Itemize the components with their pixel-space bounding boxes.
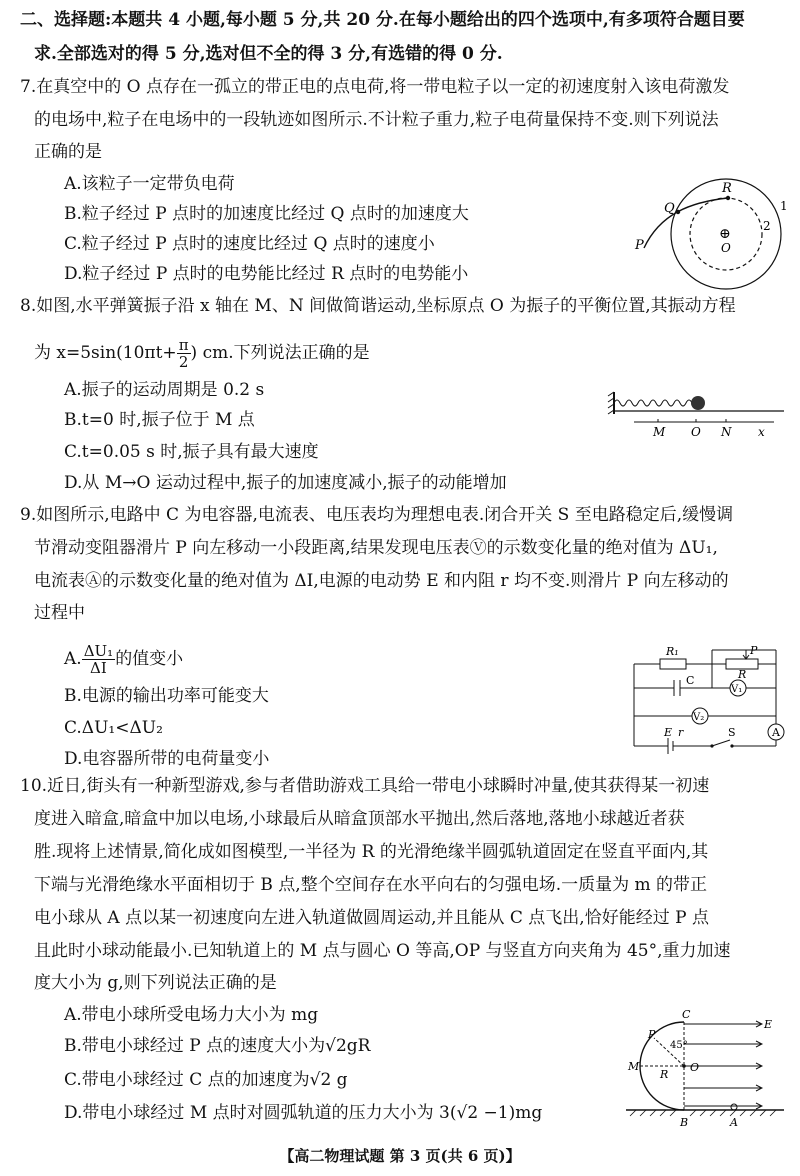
q10-line4: 下端与光滑绝缘水平面相切于 B 点,整个空间存在水平向右的匀强电场.一质量为 m 的带正	[34, 875, 708, 895]
q10-label-angle: 45°	[670, 1040, 688, 1051]
q9-ammeter-a: A	[772, 726, 780, 739]
q10-line6: 且此时小球动能最小.已知轨道上的 M 点与圆心 O 等高,OP 与竖直方向夹角为 45°,重力加速	[34, 941, 731, 961]
q10-option-a: A.带电小球所受电场力大小为 mg	[64, 1005, 319, 1025]
q9-figure-circuit	[628, 636, 790, 756]
q9-option-b: B.电源的输出功率可能变大	[64, 686, 269, 706]
q7-trajectory	[644, 198, 728, 248]
q7-charge-symbol: ⊕	[719, 226, 731, 242]
q9-option-a-suffix: 的值变小	[115, 649, 184, 669]
q8-line2	[34, 336, 370, 370]
q10-option-d: D.带电小球经过 M 点时对圆弧轨道的压力大小为 3(√2 −1)mg	[64, 1103, 543, 1123]
q8-figure-spring-oscillator	[604, 386, 790, 440]
q10-label-r: R	[660, 1068, 669, 1081]
q8-ball	[691, 396, 705, 410]
q7-figure-field-trajectory	[630, 172, 790, 294]
q8-line1: 8.如图,水平弹簧振子沿 x 轴在 M、N 间做简谐运动,坐标原点 O 为振子的平衡位置,其振动方程	[20, 296, 736, 316]
q8-fraction-den: 2	[178, 353, 189, 371]
q9-label-r: R	[738, 668, 747, 681]
q10-line7: 度大小为 g,则下列说法正确的是	[34, 973, 277, 993]
q9-label-r1: R₁	[666, 645, 679, 658]
q8-option-d: D.从 M→O 运动过程中,振子的加速度减小,振子的动能增加	[64, 473, 507, 493]
q8-option-c: C.t=0.05 s 时,振子具有最大速度	[64, 442, 319, 462]
q8-label-n: N	[721, 425, 732, 439]
q10-line2: 度进入暗盒,暗盒中加以电场,小球最后从暗盒顶部水平抛出,然后落地,落地小球越近者获	[34, 809, 685, 829]
q7-option-a: A.该粒子一定带负电荷	[64, 174, 235, 194]
q7-label-2: 2	[763, 219, 771, 233]
q10-line3: 胜.现将上述情景,简化成如图模型,一半径为 R 的光滑绝缘半圆弧轨道固定在竖直平面内,其	[34, 842, 709, 862]
q8-fraction-num: π	[178, 336, 189, 354]
q7-option-b: B.粒子经过 P 点时的加速度比经过 Q 点时的加速度大	[64, 204, 469, 224]
q8-fraction	[177, 337, 191, 370]
q8-spring	[614, 400, 698, 406]
q10-label-m: M	[628, 1060, 640, 1073]
q7-label-q: Q	[664, 201, 675, 216]
q9-label-p: P	[750, 644, 758, 657]
q9-option-a-prefix: A.	[64, 649, 82, 669]
q10-ball	[731, 1104, 737, 1110]
q10-label-p: P	[648, 1028, 656, 1041]
q7-option-d: D.粒子经过 P 点时的电势能比经过 R 点时的电势能小	[64, 264, 469, 284]
q7-line1: 7.在真空中的 O 点存在一孤立的带正电的点电荷,将一带电粒子以一定的初速度射入该电荷激发	[20, 77, 730, 97]
q9-option-a-fraction	[82, 643, 116, 676]
q7-label-r: R	[722, 181, 732, 196]
q9-voltmeter-v1: V₁	[731, 684, 743, 695]
q7-label-o: O	[721, 241, 731, 255]
q9-resistor-r1	[660, 659, 686, 669]
q7-line2: 的电场中,粒子在电场中的一段轨迹如图所示.不计粒子重力,粒子电荷量保持不变.则下列说法	[34, 110, 719, 130]
q9-option-c: C.ΔU₁<ΔU₂	[64, 718, 163, 738]
q8-label-m: M	[653, 425, 666, 439]
q9-label-c: C	[686, 674, 695, 687]
q9-voltmeter-v2: V₂	[693, 712, 705, 723]
q10-option-c: C.带电小球经过 C 点的加速度为√2 g	[64, 1070, 348, 1090]
q9-switch	[712, 740, 730, 746]
q10-option-b: B.带电小球经过 P 点的速度大小为√2gR	[64, 1036, 371, 1056]
q9-label-s: S	[728, 726, 736, 739]
q10-line5: 电小球从 A 点以某一初速度向左进入轨道做圆周运动,并且能从 C 点飞出,恰好能经过 P 点	[34, 908, 709, 928]
q10-label-a: A	[730, 1116, 738, 1128]
q9-line3: 电流表Ⓐ的示数变化量的绝对值为 ΔI,电源的电动势 E 和内阻 r 均不变.则滑片 P 向左移动的	[34, 571, 729, 591]
q10-label-o: O	[690, 1061, 700, 1074]
q7-label-p: P	[635, 238, 644, 253]
q8-option-b: B.t=0 时,振子位于 M 点	[64, 410, 255, 430]
q7-point-r	[726, 196, 730, 200]
q7-label-1: 1	[780, 199, 788, 213]
section-title-line1: 二、选择题:本题共 4 小题,每小题 5 分,共 20 分.在每小题给出的四个选项中,有多项符合题目要	[20, 10, 745, 30]
q9-option-d: D.电容器所带的电荷量变小	[64, 749, 270, 769]
q9-option-a	[64, 640, 183, 678]
q9-line2: 节滑动变阻器滑片 P 向左移动一小段距离,结果发现电压表Ⓥ的示数变化量的绝对值为 ΔU₁,	[34, 538, 718, 558]
q7-option-c: C.粒子经过 P 点时的速度比经过 Q 点时的速度小	[64, 234, 435, 254]
q8-equation-suffix: ) cm.下列说法正确的是	[190, 343, 370, 363]
q10-label-e: E	[764, 1018, 773, 1031]
q9-line4: 过程中	[34, 603, 85, 623]
page-footer: 【高二物理试题 第 3 页(共 6 页)】	[279, 1147, 521, 1165]
q9-line1: 9.如图所示,电路中 C 为电容器,电流表、电压表均为理想电表.闭合开关 S 至电路稳定后,缓慢调	[20, 505, 734, 525]
q8-label-x: x	[758, 425, 765, 439]
q10-line1: 10.近日,街头有一种新型游戏,参与者借助游戏工具给一带电小球瞬时冲量,使其获得某一初速	[20, 776, 710, 796]
q8-label-o: O	[691, 425, 701, 439]
q7-point-q	[676, 210, 680, 214]
q7-line3: 正确的是	[34, 142, 102, 162]
q9-label-e: E	[664, 726, 673, 739]
q9-fraction-num: ΔU₁	[83, 642, 114, 660]
q8-option-a: A.振子的运动周期是 0.2 s	[64, 380, 265, 400]
q9-label-r-internal: r	[678, 726, 684, 739]
q9-fraction-den: ΔI	[90, 659, 107, 677]
q10-figure-semicircle-track	[622, 1008, 788, 1128]
section-title-line2: 求.全部选对的得 5 分,选对但不全的得 3 分,有选错的得 0 分.	[34, 44, 503, 64]
q10-label-b: B	[680, 1116, 689, 1128]
q8-equation-prefix: 为 x=5sin(10πt+	[34, 343, 177, 363]
q10-label-c: C	[682, 1008, 691, 1021]
